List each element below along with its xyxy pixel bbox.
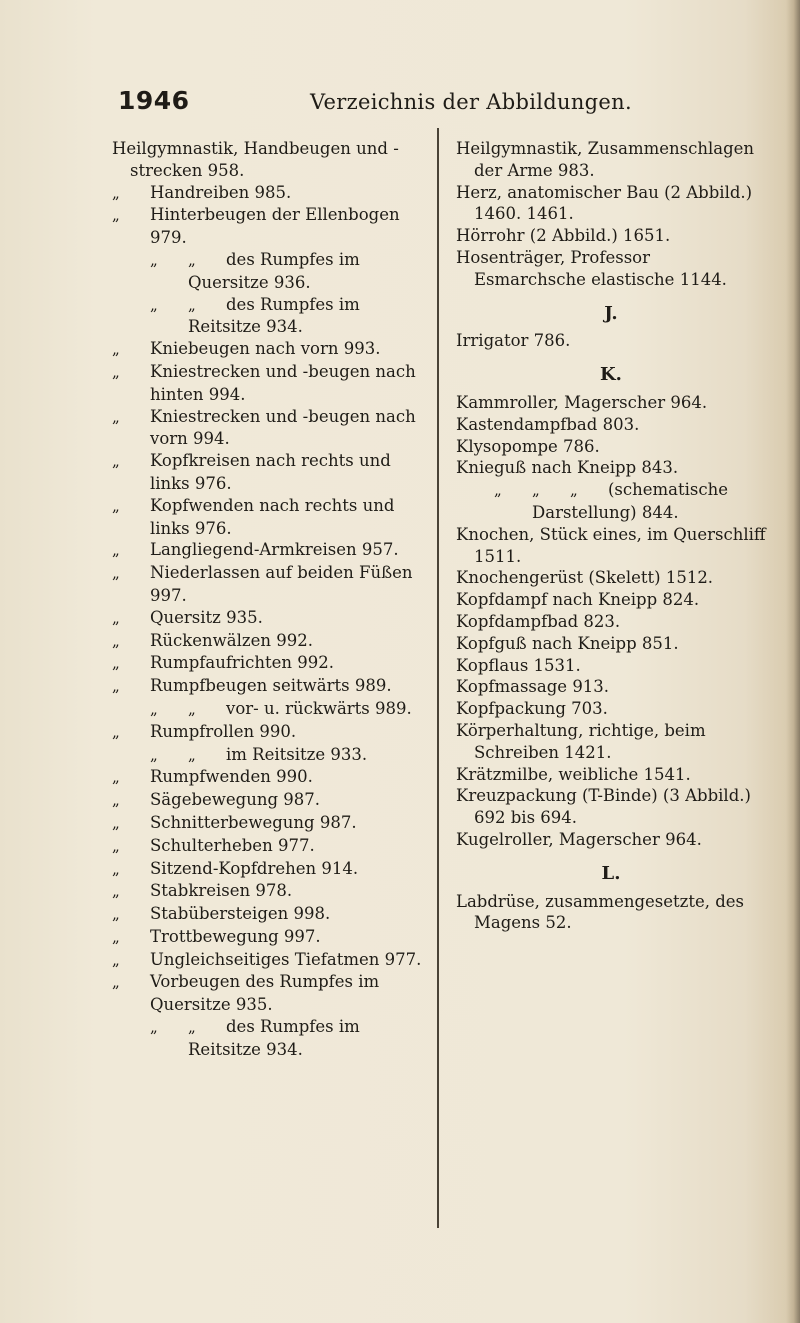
index-entry (456, 330, 766, 352)
index-entry (456, 829, 766, 851)
ditto-mark: „ (150, 699, 158, 718)
ditto-mark: „ (112, 722, 120, 741)
index-entry (112, 812, 422, 835)
index-entry (112, 204, 422, 249)
index-entry (456, 891, 766, 935)
index-entry-text: des Rumpfes im Reitsitze 934. (188, 294, 360, 337)
ditto-mark: „ (150, 295, 158, 314)
index-entry-text: Kopfwenden nach rechts und links 976. (150, 495, 395, 538)
index-entry-text: Körperhaltung, richtige, beim Schreiben 1421. (456, 720, 706, 762)
page-header (118, 86, 700, 122)
index-entry (112, 450, 422, 495)
index-entry (456, 698, 766, 720)
ditto-mark: „ (112, 452, 120, 471)
ditto-mark: „ (150, 250, 158, 269)
index-entry (112, 858, 422, 881)
ditto-mark: „ (112, 973, 120, 992)
index-entry-text: Schulterheben 977. (150, 835, 315, 855)
ditto-mark: „ (188, 250, 196, 269)
index-entry-text: Stabübersteigen 998. (150, 904, 331, 924)
ditto-mark: „ (112, 340, 120, 359)
index-column-left (112, 138, 422, 1061)
index-entry (456, 633, 766, 655)
index-entry (112, 721, 422, 744)
section-letter-heading: J. (604, 302, 618, 324)
index-entry (456, 785, 766, 829)
index-entry-text: Kniebeugen nach vorn 993. (150, 339, 381, 359)
index-entry (112, 949, 422, 972)
index-entry (112, 338, 422, 361)
index-entry-text: Niederlassen auf beiden Füßen 997. (150, 563, 413, 605)
ditto-mark: „ (112, 631, 120, 650)
index-entry-text: Kopfdampfbad 823. (456, 611, 621, 631)
section-letter-heading: L. (601, 862, 621, 884)
index-entry (112, 607, 422, 630)
index-entry-text: Quersitz 935. (150, 607, 263, 627)
index-entry (112, 652, 422, 675)
index-column-right (456, 138, 766, 934)
index-entry (112, 138, 422, 182)
index-entry-text: Kopfkreisen nach rechts und links 976. (150, 451, 391, 493)
index-entry-text: im Reitsitze 933. (226, 744, 368, 764)
index-entry-text: Ungleichseitiges Tiefatmen 977. (150, 949, 422, 969)
index-entry (112, 495, 422, 540)
index-entry (456, 611, 766, 633)
index-entry (112, 1016, 422, 1061)
ditto-mark: „ (150, 1018, 158, 1037)
ditto-mark: „ (188, 745, 196, 764)
index-entry-text: Kreuzpackung (T-Binde) (3 Abbild.) 692 bis 694. (456, 786, 751, 828)
section-letter-heading: K. (600, 364, 622, 386)
book-spine-shadow (786, 0, 800, 1323)
index-entry (456, 764, 766, 786)
ditto-mark: „ (570, 481, 578, 500)
ditto-mark: „ (112, 407, 120, 426)
index-entry-text: des Rumpfes im Reitsitze 934. (188, 1017, 360, 1059)
index-entry-text: Kniestrecken und -beugen nach vorn 994. (150, 406, 416, 449)
index-entry (456, 589, 766, 611)
ditto-mark: „ (532, 481, 540, 500)
ditto-mark: „ (112, 496, 120, 515)
index-entry-text: Labdrüse, zusammengesetzte, des Magens 52. (456, 891, 745, 933)
index-entry-text: Trottbewegung 997. (150, 926, 321, 946)
index-entry-text: Knochen, Stück eines, im Querschliff 1511. (456, 524, 766, 566)
index-entry (112, 766, 422, 789)
index-entry (112, 698, 422, 721)
index-entry-text: Irrigator 786. (456, 331, 571, 351)
index-entry-text: Herz, anatomischer Bau (2 Abbild.) 1460. 1461. (456, 182, 753, 224)
index-entry-text: Vorbeugen des Rumpfes im Quersitze 935. (150, 972, 380, 1015)
index-entry (456, 479, 766, 524)
index-entry-text: Schnitterbewegung 987. (150, 812, 357, 832)
index-entry (112, 562, 422, 607)
index-entry-text: Kugelroller, Magerscher 964. (456, 829, 702, 849)
ditto-mark: „ (112, 882, 120, 901)
index-entry-text: Hinterbeugen der Ellenbogen 979. (150, 205, 400, 248)
ditto-mark: „ (112, 836, 120, 855)
index-entry-text: vor- u. rückwärts 989. (226, 698, 412, 718)
index-entry (456, 655, 766, 677)
index-entry (456, 720, 766, 764)
index-entry-text: Stabkreisen 978. (150, 881, 293, 901)
index-entry-text: Knieguß nach Kneipp 843. (456, 458, 679, 478)
index-entry (456, 225, 766, 247)
index-entry (112, 294, 422, 339)
ditto-mark: „ (112, 950, 120, 969)
index-entry (112, 630, 422, 653)
index-entry (112, 744, 422, 767)
index-entry (112, 249, 422, 294)
index-entry-text: Kastendampfbad 803. (456, 414, 640, 434)
index-entry (112, 789, 422, 812)
ditto-mark: „ (112, 564, 120, 583)
index-entry (112, 880, 422, 903)
index-entry-text: Hörrohr (2 Abbild.) 1651. (456, 226, 671, 246)
ditto-mark: „ (112, 608, 120, 627)
index-entry-text: Rumpfbeugen seitwärts 989. (150, 676, 392, 696)
index-entry-text: Handreiben 985. (150, 182, 292, 202)
index-entry (456, 392, 766, 414)
index-entry-text: Langliegend-Armkreisen 957. (150, 540, 399, 560)
index-entry-text: Kammroller, Magerscher 964. (456, 392, 708, 412)
index-entry (112, 361, 422, 406)
index-entry (456, 567, 766, 589)
ditto-mark: „ (112, 927, 120, 946)
index-entry-text: Rumpfaufrichten 992. (150, 653, 334, 673)
index-entry-text: Klysopompe 786. (456, 436, 600, 456)
ditto-mark: „ (112, 541, 120, 560)
ditto-mark: „ (112, 654, 120, 673)
ditto-mark: „ (112, 905, 120, 924)
index-entry-text: Rückenwälzen 992. (150, 630, 313, 650)
index-entry-text: Krätzmilbe, weibliche 1541. (456, 764, 691, 784)
ditto-mark: „ (112, 206, 120, 225)
index-entry-text: Kopfmassage 913. (456, 677, 610, 697)
index-entry (456, 182, 766, 226)
index-entry-text: Kopfguß nach Kneipp 851. (456, 633, 679, 653)
ditto-mark: „ (494, 481, 502, 500)
index-entry-text: Heilgymnastik, Handbeugen und -strecken 958. (112, 139, 399, 180)
index-entry-text: Rumpfwenden 990. (150, 767, 313, 787)
index-entry-text: Kopflaus 1531. (456, 655, 581, 675)
index-entry (456, 414, 766, 436)
index-entry-text: Sitzend-Kopfdrehen 914. (150, 858, 359, 878)
index-entry-text: Kniestrecken und -beugen nach hinten 994. (150, 361, 416, 404)
page-number: 1946 (118, 86, 190, 115)
index-entry (112, 835, 422, 858)
ditto-mark: „ (112, 768, 120, 787)
index-entry-text: Kopfpackung 703. (456, 699, 608, 719)
ditto-mark: „ (150, 745, 158, 764)
running-title: Verzeichnis der Abbildungen. (310, 90, 632, 114)
index-entry-text: des Rumpfes im Quersitze 936. (188, 249, 360, 292)
ditto-mark: „ (112, 859, 120, 878)
ditto-mark: „ (188, 295, 196, 314)
index-entry (456, 524, 766, 568)
ditto-mark: „ (112, 791, 120, 810)
index-entry (112, 926, 422, 949)
index-entry (112, 406, 422, 451)
index-entry (456, 676, 766, 698)
index-entry (112, 903, 422, 926)
ditto-mark: „ (112, 813, 120, 832)
index-entry (112, 182, 422, 205)
index-entry-text: Rumpfrollen 990. (150, 721, 297, 741)
index-entry-text: Kopfdampf nach Kneipp 824. (456, 590, 700, 610)
index-entry (456, 436, 766, 458)
ditto-mark: „ (112, 183, 120, 202)
ditto-mark: „ (188, 699, 196, 718)
index-entry-text: Knochengerüst (Skelett) 1512. (456, 568, 714, 588)
index-entry (112, 971, 422, 1016)
index-entry-text: (schematische Darstellung) 844. (532, 480, 729, 522)
index-entry-text: Hosenträger, Professor Esmarchsche elastische 1144. (456, 247, 727, 289)
index-entry (456, 457, 766, 479)
ditto-mark: „ (188, 1018, 196, 1037)
index-entry (112, 539, 422, 562)
column-divider (437, 128, 439, 1228)
index-entry-text: Sägebewegung 987. (150, 790, 321, 810)
index-entry-text: Heilgymnastik, Zusammenschlagen der Arme 983. (456, 139, 755, 180)
index-entry (456, 247, 766, 291)
index-entry (456, 138, 766, 182)
index-entry (112, 675, 422, 698)
ditto-mark: „ (112, 362, 120, 381)
ditto-mark: „ (112, 677, 120, 696)
